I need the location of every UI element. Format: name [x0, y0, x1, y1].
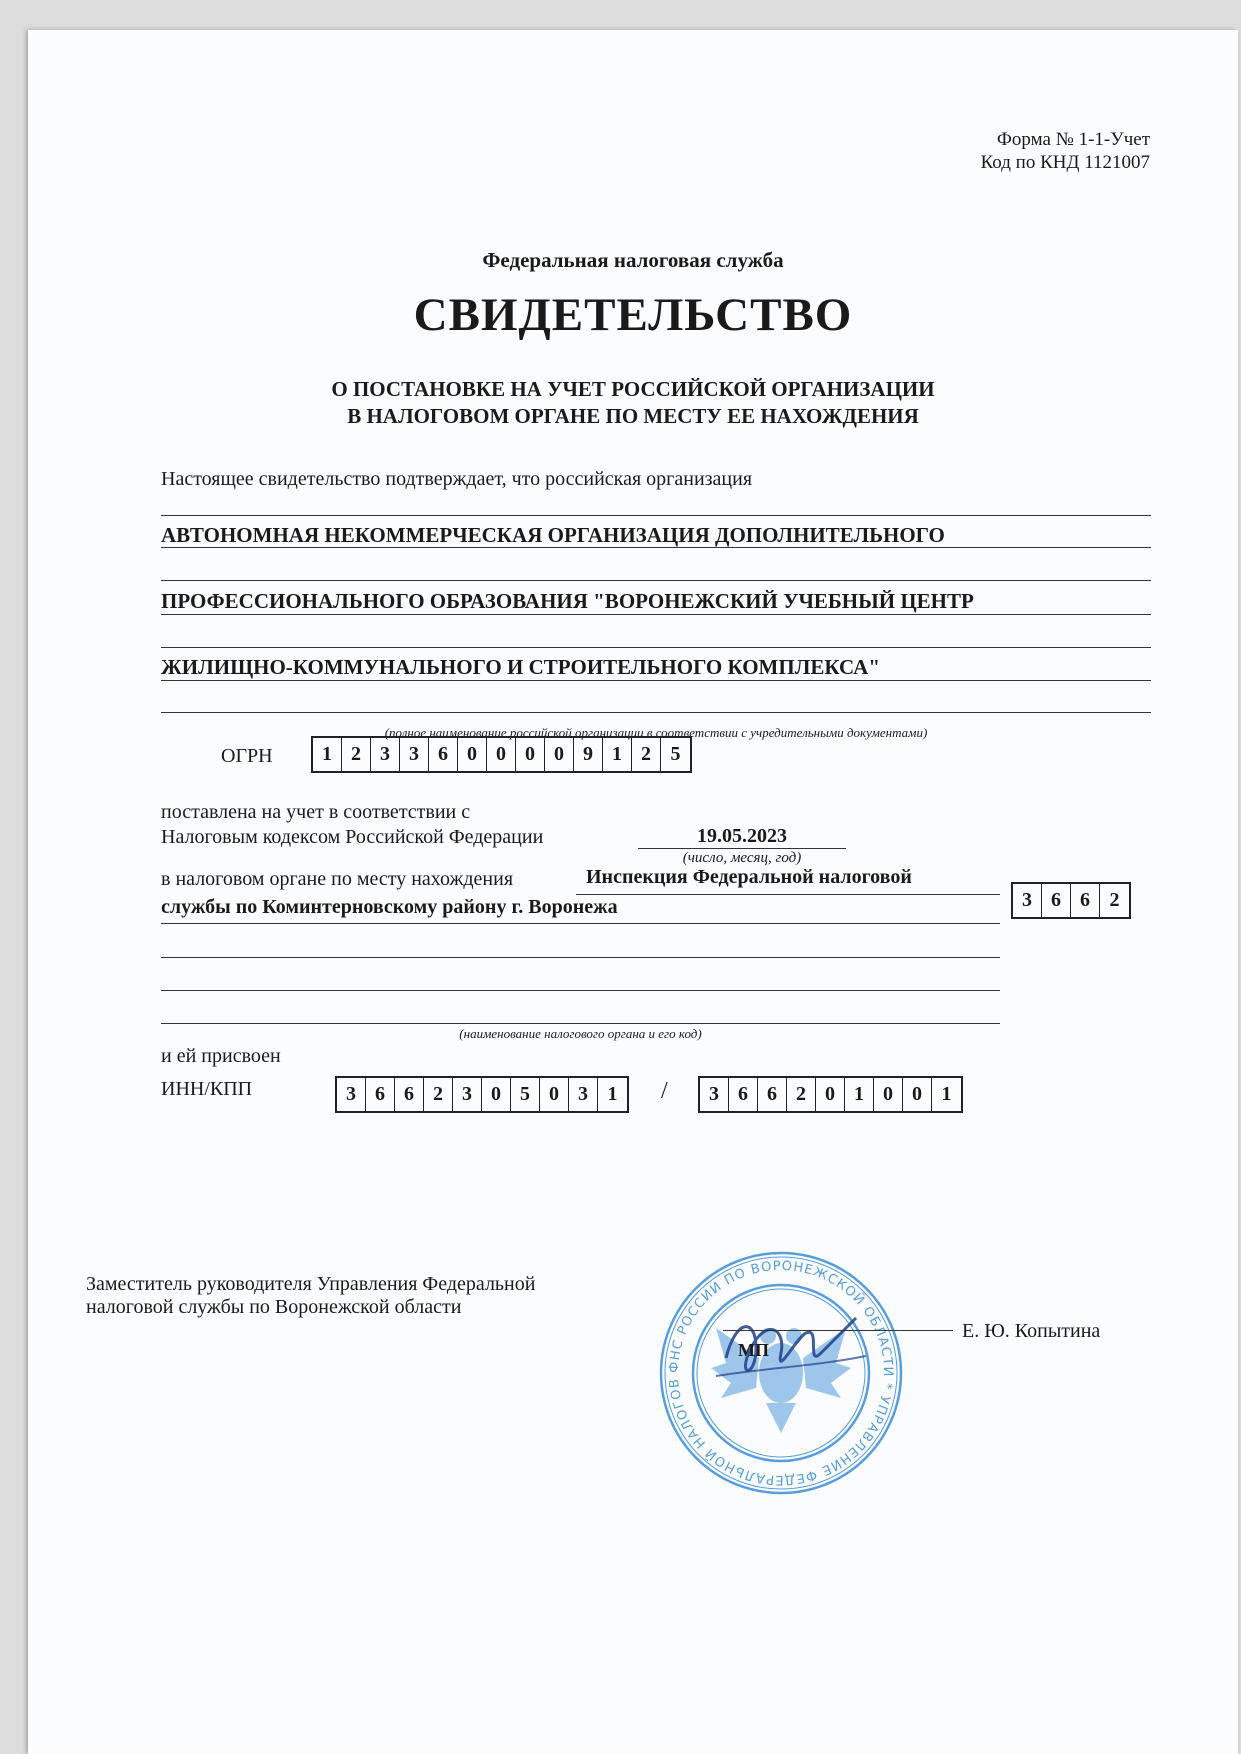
inn-kpp-separator: / [661, 1078, 668, 1104]
authority-code-digit: 6 [1071, 884, 1100, 917]
form-header [890, 128, 1150, 174]
seal-ring-text: ФНС РОССИИ ПО ВОРОНЕЖСКОЙ ОБЛАСТИ * УПРАВЛЕНИЕ ФЕДЕРАЛЬНОЙ НАЛОГОВ [666, 1258, 896, 1488]
organization-name-line-3: ЖИЛИЩНО-КОММУНАЛЬНОГО И СТРОИТЕЛЬНОГО КОМПЛЕКСА" [161, 655, 881, 679]
ogrn-digit: 0 [487, 738, 516, 771]
ogrn-digit: 1 [313, 738, 342, 771]
organization-caption: (полное наименование российской организации в соответствии с учредительными документами) [384, 725, 928, 740]
ogrn-digit: 1 [603, 738, 632, 771]
organization-name-line-1: АВТОНОМНАЯ НЕКОММЕРЧЕСКАЯ ОРГАНИЗАЦИЯ ДОПОЛНИТЕЛЬНОГО [161, 523, 945, 547]
seal-graphic [656, 1248, 906, 1498]
authority-code-digit: 2 [1109, 889, 1120, 911]
inn-kpp-label: ИНН/КПП [161, 1078, 253, 1100]
inn-digit: 3 [569, 1078, 598, 1111]
rule-line [161, 990, 1000, 1024]
ogrn-digit: 5 [670, 743, 681, 765]
signer-title-line-2: налоговой службы по Воронежской области [86, 1296, 462, 1318]
kpp-digit: 1 [941, 1083, 952, 1105]
inn-digit: 0 [482, 1078, 511, 1111]
registration-text [161, 800, 543, 850]
signer-title [86, 1273, 535, 1319]
inn-digit: 6 [366, 1078, 395, 1111]
kpp-digit: 6 [729, 1078, 758, 1111]
mp-mark: МП [738, 1340, 769, 1360]
date-caption: (число, месяц, год) [682, 850, 802, 866]
authority-name-line-1: Инспекция Федеральной налоговой [586, 866, 912, 888]
signer-title-line-1: Заместитель руководителя Управления Федеральной [86, 1273, 536, 1295]
subtitle-line-1: О ПОСТАНОВКЕ НА УЧЕТ РОССИЙСКОЙ ОРГАНИЗАЦИИ [331, 377, 935, 401]
ogrn-cells [311, 736, 692, 773]
authority-code-cells [1011, 882, 1131, 919]
authority-code-digit: 6 [1042, 884, 1071, 917]
inn-digit: 5 [511, 1078, 540, 1111]
registration-line-1: поставлена на учет в соответствии с [161, 801, 471, 823]
authority-code-digit: 3 [1013, 884, 1042, 917]
signer-name: Е. Ю. Копытина [962, 1320, 1101, 1342]
registration-line-2: Налоговым кодексом Российской Федерации [161, 826, 544, 848]
inn-cells [335, 1076, 629, 1113]
inn-digit: 0 [540, 1078, 569, 1111]
inn-digit: 1 [607, 1083, 618, 1105]
organization-name-line-2: ПРОФЕССИОНАЛЬНОГО ОБРАЗОВАНИЯ "ВОРОНЕЖСКИЙ УЧЕБНЫЙ ЦЕНТР [161, 589, 974, 613]
ogrn-digit: 2 [342, 738, 371, 771]
form-number: Форма № 1-1-Учет [996, 129, 1150, 150]
kpp-digit: 6 [758, 1078, 787, 1111]
authority-name-line-2: службы по Коминтерновскому району г. Воронежа [161, 896, 618, 918]
signature-line [723, 1330, 953, 1331]
registration-date: 19.05.2023 [638, 825, 846, 849]
authority-intro: в налоговом органе по месту нахождения [161, 868, 514, 890]
kpp-cells [698, 1076, 963, 1113]
kpp-digit: 1 [845, 1078, 874, 1111]
organization-name [161, 486, 974, 717]
knd-code: Код по КНД 1121007 [980, 152, 1150, 173]
intro-text: Настоящее свидетельство подтверждает, что российская организация [161, 468, 753, 490]
ogrn-digit: 3 [371, 738, 400, 771]
ogrn-digit: 0 [516, 738, 545, 771]
kpp-digit: 2 [787, 1078, 816, 1111]
inn-digit: 3 [453, 1078, 482, 1111]
inn-digit: 3 [337, 1078, 366, 1111]
kpp-digit: 0 [816, 1078, 845, 1111]
kpp-digit: 0 [903, 1078, 932, 1111]
ogrn-digit: 3 [400, 738, 429, 771]
kpp-digit: 0 [874, 1078, 903, 1111]
ogrn-digit: 9 [574, 738, 603, 771]
ogrn-digit: 6 [429, 738, 458, 771]
kpp-digit: 3 [700, 1078, 729, 1111]
rule-line [161, 923, 1000, 958]
certificate-page [28, 30, 1238, 1754]
rule-line [161, 957, 1000, 991]
ogrn-label: ОГРН [221, 745, 273, 767]
authority-caption: (наименование налогового органа и его код) [459, 1026, 702, 1041]
ogrn-digit: 2 [632, 738, 661, 771]
official-seal-icon [656, 1248, 906, 1498]
document-subtitle [28, 376, 1238, 430]
ogrn-digit: 0 [545, 738, 574, 771]
inn-digit: 2 [424, 1078, 453, 1111]
agency-name: Федеральная налоговая служба [482, 248, 784, 272]
inn-digit: 6 [395, 1078, 424, 1111]
assigned-text: и ей присвоен [161, 1045, 281, 1067]
subtitle-line-2: В НАЛОГОВОМ ОРГАНЕ ПО МЕСТУ ЕЕ НАХОЖДЕНИЯ [347, 404, 919, 428]
document-title: СВИДЕТЕЛЬСТВО [413, 289, 853, 341]
ogrn-digit: 0 [458, 738, 487, 771]
